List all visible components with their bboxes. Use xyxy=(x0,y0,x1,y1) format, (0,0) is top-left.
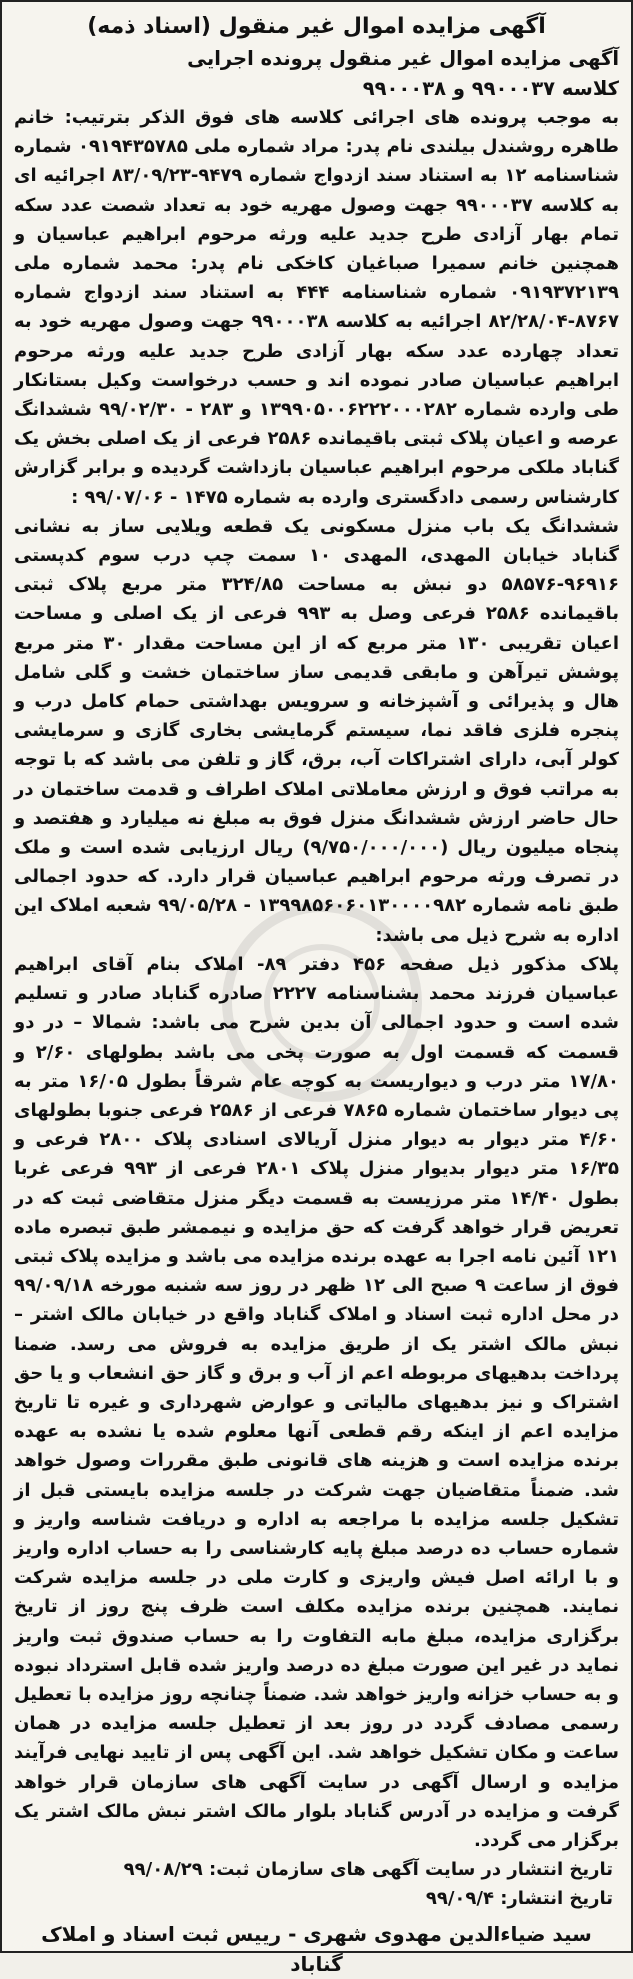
publish-site-date: تاریخ انتشار در سایت آگهی های سازمان ثبت: ۹۹/۰۸/۲۹ xyxy=(123,1859,613,1881)
paragraph-boundaries-and-terms: پلاک مذکور ذیل صفحه ۴۵۶ دفتر ۸۹- املاک بنام آقای ابراهیم عباسیان فرزند محمد بشناسنامه ۲۲۲۷ صادره گناباد صادر و تسلیم شده است و حدود اجمالی آن بدین شرح می باشد: شمالا – در دو قسمت که قسمت اول به صورت پخی می باشد بطولهای ۲/۶۰ و ۱۷/۸۰ متر درب و دیواریست به کوچه عام شرقاً بطول ۱۶/۰۵ متر به پی دیوار ساختمان شماره ۷۸۶۵ فرعی از ۲۵۸۶ فرعی جنوبا بطولهای ۴/۶۰ متر دیوار به دیوار منزل آریالای اسنادی پلاک ۲۸۰۰ فرعی و ۱۶/۳۵ متر دیوار بدیوار منزل پلاک ۲۸۰۱ فرعی از ۹۹۳ فرعی غربا بطول ۱۴/۴۰ متر مرزیست به قسمت دیگر منزل متقاضی ثبت که در تعریض قرار خواهد گرفت که حق مزایده و نیممشر طبق تبصره ماده ۱۲۱ آئین نامه اجرا به عهده برنده مزایده می باشد و مزایده پلاک ثبتی فوق از ساعت ۹ صبح الی ۱۲ ظهر در روز سه شنبه مورخه ۹۹/۰۹/۱۸ در محل اداره ثبت اسناد و املاک گناباد واقع در خیابان مالک اشتر – نبش مالک اشتر یک از طریق مزایده به فروش می رسد. ضمنا پرداخت بدهیهای مربوطه اعم از آب و برق و گاز حق انشعاب و یا حق اشتراک و نیز بدهیهای مالیاتی و عوارض شهرداری و غیره تا تاریخ مزایده اعم از اینکه رقم قطعی آنها معلوم شده یا نشده به عهده برنده مزایده است و هزینه های قانونی طبق مقررات وصول خواهد شد. ضمناً متقاضیان جهت شرکت در جلسه مزایده بایستی قبل از تشکیل جلسه مزایده با مراجعه به اداره و دریافت شناسه واریز و شماره حساب ده درصد مبلغ پایه کارشناسی را به حساب اداره واریز و با ارائه اصل فیش واریزی و کارت ملی در جلسه مزایده شرکت نمایند. همچنین برنده مزایده مکلف است ظرف پنج روز از تاریخ برگزاری مزایده، مبلغ مابه التفاوت را به حساب صندوق ثبت واریز نماید در غیر این صورت مبلغ ده درصد واریز شده قابل استرداد نبوده و به حساب خزانه واریز خواهد شد. ضمناً چنانچه روز مزایده با تعطیل رسمی مصادف گردد در روز بعد از تعطیل جلسه مزایده در همان ساعت و مکان تشکیل خواهد شد. این آگهی پس از تایید نهایی فرآیند مزایده و ارسال آگهی در سایت آگهی های سازمان قرار خواهد گرفت و مزایده در آدرس گناباد بلوار مالک اشتر نبش مالک اشتر یک برگزار می گردد. xyxy=(14,953,620,1851)
notice-title: آگهی مزایده اموال غیر منقول (اسناد ذمه) xyxy=(87,14,546,39)
case-numbers: کلاسه ۹۹۰۰۰۳۷ و ۹۹۰۰۰۳۸ xyxy=(362,76,619,100)
signature-line: سید ضیاءالدین مهدوی شهری - رییس ثبت اسناد و املاک گناباد xyxy=(41,1922,592,1977)
paragraph-claims: به موجب پرونده های اجرائی کلاسه های فوق الذکر بترتیب: خانم طاهره روشندل بیلندی نام پدر: مراد شماره ملی ۰۹۱۹۴۳۵۷۸۵ شماره شناسنامه ۱۲ به استناد سند ازدواج شماره ۹۴۷۹-۸۳/۰۹/۲۳ اجرائیه ای به کلاسه ۹۹۰۰۰۳۷ جهت وصول مهریه خود به تعداد شصت عدد سکه تمام بهار آزادی طرح جدید علیه ورثه مرحوم ابراهیم عباسیان و همچنین خانم سمیرا صباغیان کاخکی نام پدر: محمد شماره ملی ۰۹۱۹۳۷۲۱۳۹ شماره شناسنامه ۴۴۴ به استناد سند ازدواج شماره ۸۷۶۷-۸۲/۲۸/۰۴ اجرائیه به کلاسه ۹۹۰۰۰۳۸ جهت وصول مهریه خود به تعداد چهارده عدد سکه بهار آزادی طرح جدید علیه ورثه مرحوم ابراهیم عباسیان صادر نموده اند و حسب درخواست وکیل بستانکار طی وارده شماره ۱۳۹۹۰۵۰۰۶۲۲۲۰۰۰۲۸۲ و ۲۸۳ - ۹۹/۰۲/۳۰ ششدانگ عرصه و اعیان پلاک ثبتی باقیمانده ۲۵۸۶ فرعی از یک اصلی بخش یک گناباد ملکی مرحوم ابراهیم عباسیان بازداشت گردیده و برابر گزارش کارشناس رسمی دادگستری وارده به شماره ۱۴۷۵ - ۹۹/۰۷/۰۶ : xyxy=(14,107,619,508)
case-subtitle: آگهی مزایده اموال غیر منقول پرونده اجرایی xyxy=(187,47,619,70)
publish-date: تاریخ انتشار: ۹۹/۰۹/۴ xyxy=(425,1888,613,1910)
paragraph-property-description: ششدانگ یک باب منزل مسکونی یک قطعه ویلایی ساز به نشانی گناباد خیابان المهدی، المهدی ۱۰ سمت چپ درب سوم کدپستی ۹۶۹۱۶-۵۸۵۷۶ دو نبش به مساحت ۳۲۴/۸۵ متر مربع پلاک ثبتی باقیمانده ۲۵۸۶ فرعی وصل به ۹۹۳ فرعی از یک اصلی و مساحت اعیان تقریبی ۱۳۰ متر مربع که از این مساحت مقدار ۳۰ متر مربع پوشش تیرآهن و مابقی قدیمی ساز ساختمان خشت و گلی شامل هال و پذیرائی و آشپزخانه و سرویس بهداشتی حمام کامل درب و پنجره فلزی فاقد نما، سیستم گرمایشی بخاری گازی و سرمایشی کولر آبی، دارای اشتراکات آب، برق، گاز و تلفن می باشد که با توجه به مراتب فوق و ارزش معاملاتی املاک اطراف و قدمت ساختمان در حال حاضر ارزش ششدانگ منزل فوق به مبلغ نه میلیارد و هفتصد و پنجاه میلیون ریال (۹/۷۵۰/۰۰۰/۰۰۰) ریال ارزیابی شده است و ملک در تصرف ورثه مرحوم ابراهیم عباسیان قرار دارد. که حدود اجمالی طبق نامه شماره ۱۳۹۹۸۵۶۰۶۰۱۳۰۰۰۰۹۸۲ - ۹۹/۰۵/۲۸ شعبه املاک این اداره به شرح ذیل می باشد: xyxy=(14,515,620,946)
